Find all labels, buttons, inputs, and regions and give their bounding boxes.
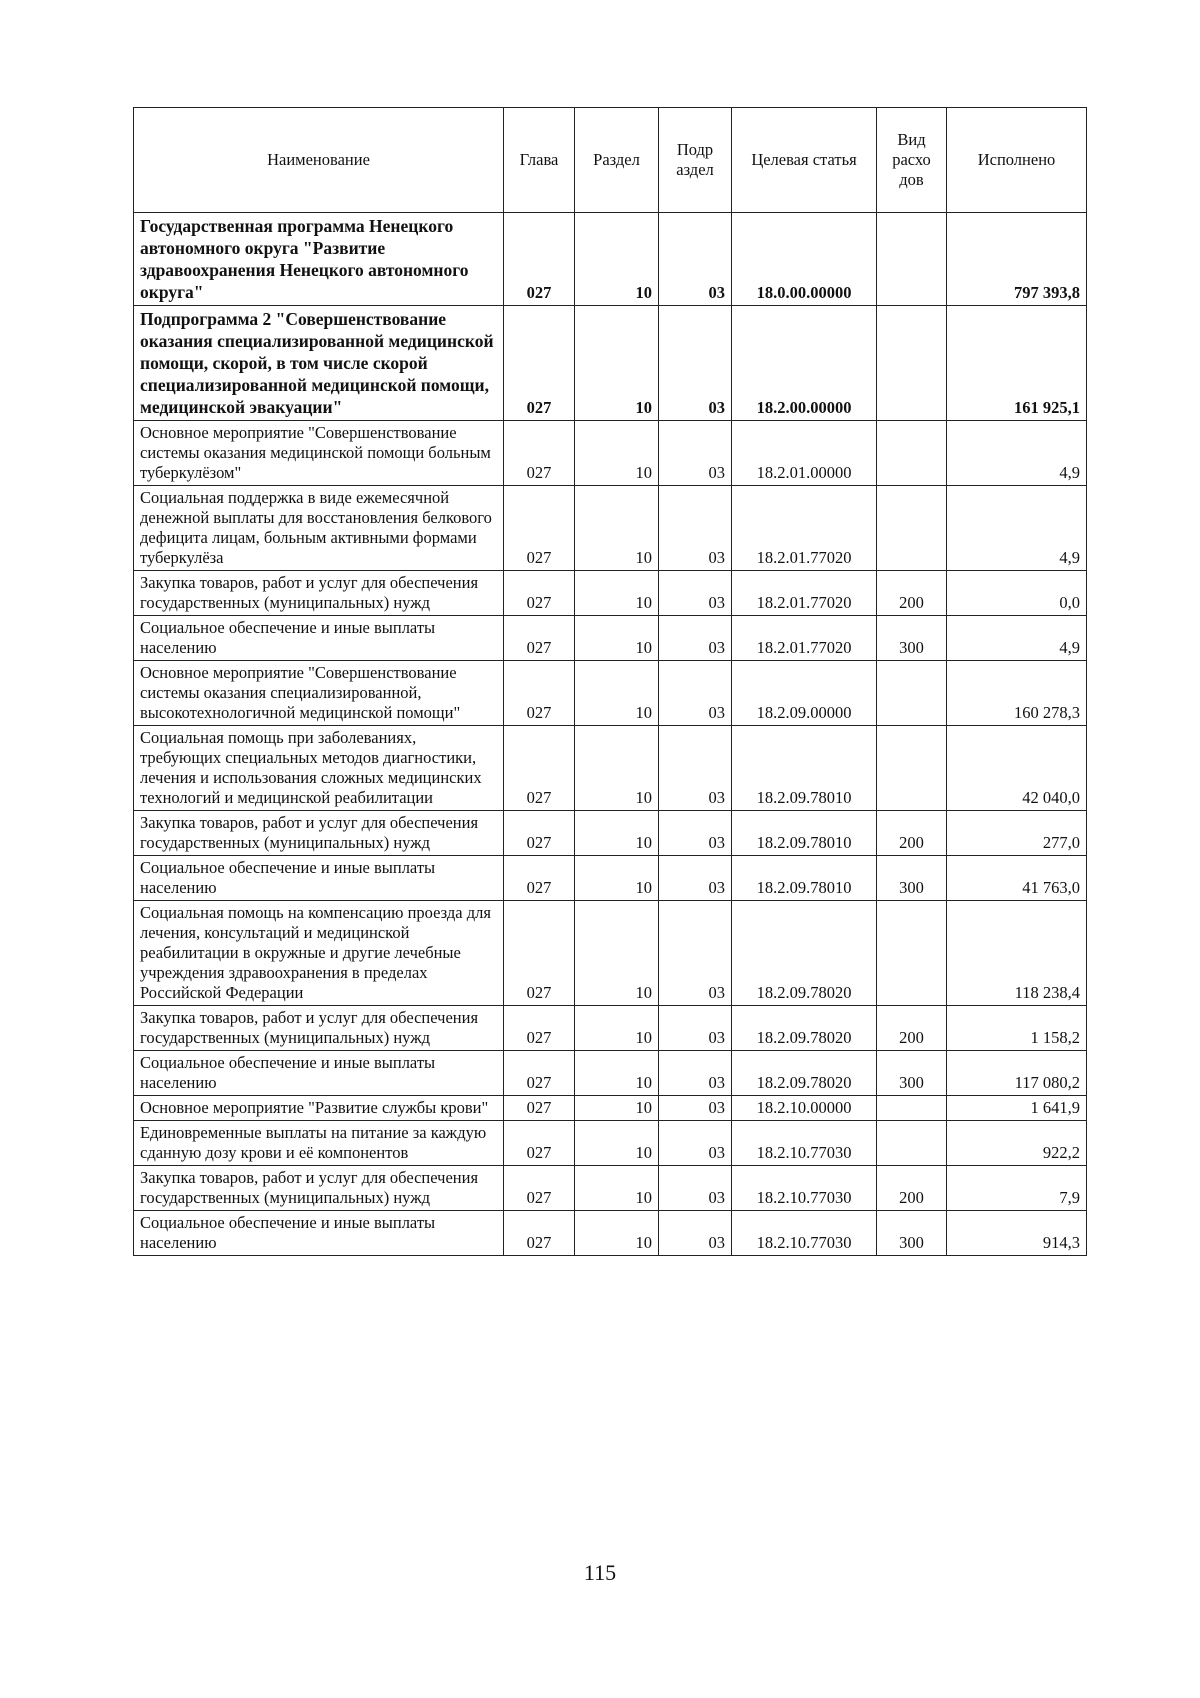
cell-name: Закупка товаров, работ и услуг для обеспечения государственных (муниципальных) нужд	[134, 1006, 504, 1051]
cell-podrazdel: 03	[659, 1051, 732, 1096]
table-row	[134, 1051, 1087, 1096]
cell-vid: 300	[877, 1051, 947, 1096]
table-row	[134, 1006, 1087, 1051]
cell-glava: 027	[504, 1051, 575, 1096]
cell-vid	[877, 1096, 947, 1121]
cell-vid	[877, 421, 947, 486]
cell-podrazdel: 03	[659, 1166, 732, 1211]
cell-glava: 027	[504, 811, 575, 856]
cell-razdel: 10	[575, 306, 659, 421]
cell-ispolneno: 4,9	[947, 616, 1087, 661]
cell-ispolneno: 922,2	[947, 1121, 1087, 1166]
table-row	[134, 1166, 1087, 1211]
cell-name: Социальное обеспечение и иные выплаты населению	[134, 856, 504, 901]
cell-podrazdel: 03	[659, 486, 732, 571]
cell-name: Социальное обеспечение и иные выплаты населению	[134, 1051, 504, 1096]
table-row	[134, 1121, 1087, 1166]
cell-statya: 18.2.10.77030	[732, 1166, 877, 1211]
cell-name: Социальное обеспечение и иные выплаты населению	[134, 616, 504, 661]
table-row	[134, 811, 1087, 856]
cell-name: Социальное обеспечение и иные выплаты населению	[134, 1211, 504, 1256]
cell-razdel: 10	[575, 901, 659, 1006]
cell-glava: 027	[504, 1096, 575, 1121]
cell-podrazdel: 03	[659, 571, 732, 616]
header-vid: Вид расхо дов	[877, 108, 947, 213]
table-row	[134, 213, 1087, 306]
cell-glava: 027	[504, 213, 575, 306]
cell-razdel: 10	[575, 213, 659, 306]
table-row	[134, 1096, 1087, 1121]
cell-glava: 027	[504, 1166, 575, 1211]
cell-name: Закупка товаров, работ и услуг для обеспечения государственных (муниципальных) нужд	[134, 1166, 504, 1211]
cell-vid: 200	[877, 811, 947, 856]
header-podrazdel: Подр аздел	[659, 108, 732, 213]
table-row	[134, 661, 1087, 726]
cell-ispolneno: 914,3	[947, 1211, 1087, 1256]
cell-razdel: 10	[575, 811, 659, 856]
cell-ispolneno: 4,9	[947, 421, 1087, 486]
cell-glava: 027	[504, 1121, 575, 1166]
cell-statya: 18.2.09.78020	[732, 1006, 877, 1051]
cell-statya: 18.0.00.00000	[732, 213, 877, 306]
cell-podrazdel: 03	[659, 1121, 732, 1166]
cell-statya: 18.2.10.77030	[732, 1121, 877, 1166]
cell-name: Подпрограмма 2 "Совершенствование оказания специализированной медицинской помощи, скорой, в том числе скорой специализированной медицинской помощи, медицинской эвакуации"	[134, 306, 504, 421]
cell-ispolneno: 277,0	[947, 811, 1087, 856]
cell-vid	[877, 726, 947, 811]
header-row	[134, 108, 1087, 213]
cell-glava: 027	[504, 616, 575, 661]
cell-ispolneno: 41 763,0	[947, 856, 1087, 901]
cell-statya: 18.2.09.78020	[732, 1051, 877, 1096]
cell-statya: 18.2.01.77020	[732, 571, 877, 616]
cell-ispolneno: 160 278,3	[947, 661, 1087, 726]
cell-vid: 200	[877, 1006, 947, 1051]
cell-statya: 18.2.09.78010	[732, 726, 877, 811]
cell-name: Социальная помощь при заболеваниях, требующих специальных методов диагностики, лечения и использования сложных медицинских технологий и медицинской реабилитации	[134, 726, 504, 811]
cell-ispolneno: 4,9	[947, 486, 1087, 571]
cell-podrazdel: 03	[659, 901, 732, 1006]
cell-name: Социальная поддержка в виде ежемесячной денежной выплаты для восстановления белкового дефицита лицам, больным активными формами туберкулёза	[134, 486, 504, 571]
cell-ispolneno: 42 040,0	[947, 726, 1087, 811]
cell-podrazdel: 03	[659, 1211, 732, 1256]
cell-razdel: 10	[575, 421, 659, 486]
cell-podrazdel: 03	[659, 726, 732, 811]
cell-statya: 18.2.09.00000	[732, 661, 877, 726]
table-row	[134, 486, 1087, 571]
cell-statya: 18.2.01.77020	[732, 486, 877, 571]
header-razdel: Раздел	[575, 108, 659, 213]
cell-glava: 027	[504, 1211, 575, 1256]
cell-statya: 18.2.09.78020	[732, 901, 877, 1006]
cell-glava: 027	[504, 421, 575, 486]
cell-vid	[877, 661, 947, 726]
cell-razdel: 10	[575, 1121, 659, 1166]
cell-razdel: 10	[575, 1006, 659, 1051]
cell-statya: 18.2.01.00000	[732, 421, 877, 486]
cell-razdel: 10	[575, 1096, 659, 1121]
cell-podrazdel: 03	[659, 856, 732, 901]
cell-ispolneno: 0,0	[947, 571, 1087, 616]
cell-razdel: 10	[575, 486, 659, 571]
table-row	[134, 306, 1087, 421]
cell-ispolneno: 1 158,2	[947, 1006, 1087, 1051]
cell-vid: 300	[877, 856, 947, 901]
cell-podrazdel: 03	[659, 811, 732, 856]
cell-statya: 18.2.09.78010	[732, 856, 877, 901]
cell-name: Основное мероприятие "Развитие службы крови"	[134, 1096, 504, 1121]
cell-podrazdel: 03	[659, 1006, 732, 1051]
cell-name: Государственная программа Ненецкого автономного округа "Развитие здравоохранения Ненецкого автономного округа"	[134, 213, 504, 306]
cell-razdel: 10	[575, 1166, 659, 1211]
cell-podrazdel: 03	[659, 661, 732, 726]
cell-name: Закупка товаров, работ и услуг для обеспечения государственных (муниципальных) нужд	[134, 811, 504, 856]
cell-podrazdel: 03	[659, 306, 732, 421]
cell-razdel: 10	[575, 856, 659, 901]
cell-ispolneno: 118 238,4	[947, 901, 1087, 1006]
cell-podrazdel: 03	[659, 421, 732, 486]
cell-vid: 300	[877, 616, 947, 661]
cell-razdel: 10	[575, 571, 659, 616]
cell-vid	[877, 1121, 947, 1166]
table-row	[134, 856, 1087, 901]
cell-statya: 18.2.10.00000	[732, 1096, 877, 1121]
table-row	[134, 1211, 1087, 1256]
header-statya: Целевая статья	[732, 108, 877, 213]
cell-name: Единовременные выплаты на питание за каждую сданную дозу крови и её компонентов	[134, 1121, 504, 1166]
cell-razdel: 10	[575, 616, 659, 661]
cell-ispolneno: 7,9	[947, 1166, 1087, 1211]
cell-statya: 18.2.09.78010	[732, 811, 877, 856]
cell-vid	[877, 213, 947, 306]
cell-statya: 18.2.01.77020	[732, 616, 877, 661]
cell-podrazdel: 03	[659, 213, 732, 306]
cell-glava: 027	[504, 486, 575, 571]
cell-glava: 027	[504, 856, 575, 901]
cell-name: Социальная помощь на компенсацию проезда для лечения, консультаций и медицинской реабилитации в окружные и другие лечебные учреждения здравоохранения в пределах Российской Федерации	[134, 901, 504, 1006]
cell-ispolneno: 117 080,2	[947, 1051, 1087, 1096]
cell-vid	[877, 486, 947, 571]
cell-glava: 027	[504, 901, 575, 1006]
cell-name: Основное мероприятие "Совершенствование системы оказания медицинской помощи больным туберкулёзом"	[134, 421, 504, 486]
cell-vid: 200	[877, 1166, 947, 1211]
cell-razdel: 10	[575, 726, 659, 811]
header-name: Наименование	[134, 108, 504, 213]
cell-vid	[877, 306, 947, 421]
cell-ispolneno: 797 393,8	[947, 213, 1087, 306]
cell-glava: 027	[504, 726, 575, 811]
cell-glava: 027	[504, 306, 575, 421]
cell-razdel: 10	[575, 1051, 659, 1096]
budget-table	[133, 107, 1087, 1256]
cell-podrazdel: 03	[659, 1096, 732, 1121]
cell-vid	[877, 901, 947, 1006]
header-ispolneno: Исполнено	[947, 108, 1087, 213]
cell-vid: 200	[877, 571, 947, 616]
table-row	[134, 421, 1087, 486]
page-number: 115	[583, 1560, 617, 1585]
cell-glava: 027	[504, 571, 575, 616]
table-row	[134, 616, 1087, 661]
table-row	[134, 726, 1087, 811]
cell-glava: 027	[504, 661, 575, 726]
cell-glava: 027	[504, 1006, 575, 1051]
cell-razdel: 10	[575, 661, 659, 726]
cell-name: Закупка товаров, работ и услуг для обеспечения государственных (муниципальных) нужд	[134, 571, 504, 616]
cell-vid: 300	[877, 1211, 947, 1256]
cell-razdel: 10	[575, 1211, 659, 1256]
table-row	[134, 901, 1087, 1006]
table-body	[134, 213, 1087, 1256]
cell-statya: 18.2.00.00000	[732, 306, 877, 421]
cell-ispolneno: 161 925,1	[947, 306, 1087, 421]
table-row	[134, 571, 1087, 616]
cell-name: Основное мероприятие "Совершенствование системы оказания специализированной, высокотехнологичной медицинской помощи"	[134, 661, 504, 726]
header-glava: Глава	[504, 108, 575, 213]
cell-ispolneno: 1 641,9	[947, 1096, 1087, 1121]
cell-podrazdel: 03	[659, 616, 732, 661]
cell-statya: 18.2.10.77030	[732, 1211, 877, 1256]
